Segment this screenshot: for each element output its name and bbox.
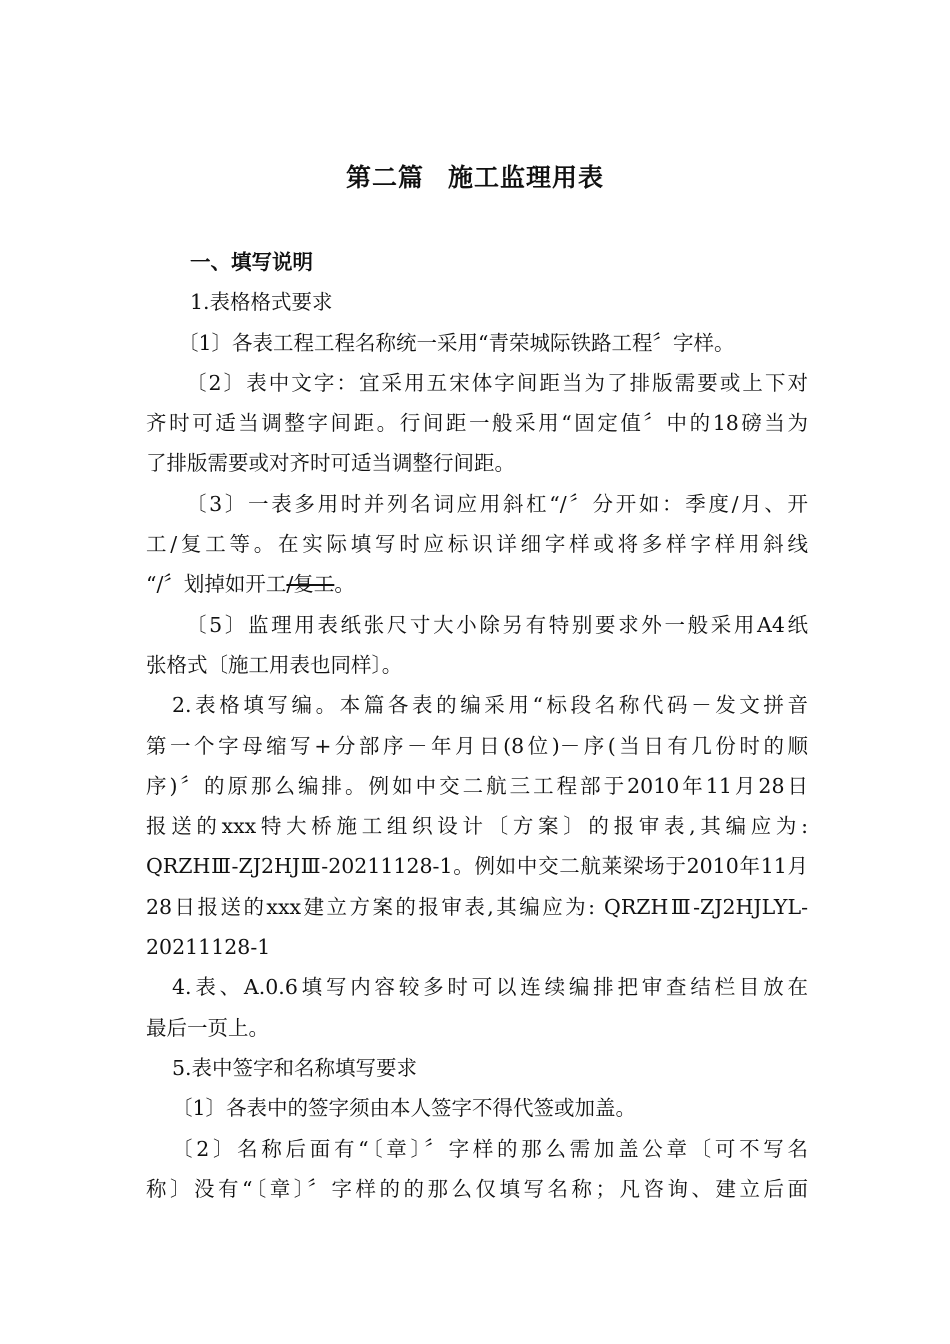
paragraph-line: 5.表中签字和名称填写要求	[172, 1055, 418, 1080]
paragraph-line: 最后一页上。	[146, 1015, 269, 1040]
paragraph-line: 20211128-1	[146, 935, 271, 960]
paragraph-line: 了排版需要或对齐时可适当调整行间距。	[146, 451, 515, 476]
document-body	[146, 242, 808, 1209]
paragraph-line: 〔1〕各表工程工程名称统一采用“青荣城际铁路工程〞字样。	[178, 330, 735, 355]
paragraph-line: 〔5〕监理用表纸张尺寸大小除另有特别要求外一般采用A4纸	[186, 612, 808, 637]
paragraph-line: 〔2〕表中文字：宜采用五宋体字间距当为了排版需要或上下对	[186, 370, 808, 395]
page-title	[0, 158, 950, 194]
paragraph-line: 4.表、A.0.6填写内容较多时可以连续编排把审查结栏目放在	[172, 975, 808, 1000]
paragraph-line: 28日报送的xxx建立方案的报审表,其编应为: QRZHⅢ-ZJ2HJLYL-	[146, 894, 808, 919]
line-text: “/〞划掉如开工	[146, 572, 287, 597]
paragraph-line: 〔3〕一表多用时并列名词应用斜杠“/〞分开如：季度/月、开	[186, 491, 808, 516]
paragraph-line: 〔1〕各表中的签字须由本人签字不得代签或加盖。	[172, 1096, 637, 1121]
title-main: 施工监理用表	[448, 163, 605, 192]
paragraph-line: 工/复工等。在实际填写时应标识详细字样或将多样字样用斜线	[146, 532, 808, 557]
paragraph-line	[146, 564, 808, 604]
title-part: 第二篇	[345, 163, 424, 192]
paragraph-line: 〔2〕名称后面有“〔章〕〞字样的那么需加盖公章〔可不写名	[172, 1136, 808, 1161]
paragraph-line: QRZHⅢ-ZJ2HJⅢ-20211128-1。例如中交二航莱梁场于2010年11月	[146, 854, 808, 879]
paragraph-line: 序)〞的原那么编排。例如中交二航三工程部于2010年11月28日	[146, 773, 808, 798]
section-heading: 一、填写说明	[190, 250, 313, 274]
paragraph-line: 2.表格填写编。本篇各表的编采用“标段名称代码－发文拼音	[172, 693, 808, 718]
paragraph-line: 报送的xxx特大桥施工组织设计〔方案〕的报审表,其编应为:	[146, 814, 808, 839]
paragraph-line: 第一个字母缩写+分部序－年月日(8位)－序(当日有几份时的顺	[146, 733, 808, 758]
line-end-punct: 。	[334, 572, 355, 597]
paragraph-line: 1.表格格式要求	[190, 290, 333, 315]
paragraph-line: 张格式〔施工用表也同样〕。	[146, 652, 403, 677]
struck-text: /复工	[286, 572, 335, 597]
paragraph-line: 齐时可适当调整字间距。行间距一般采用“固定值〞中的18磅当为	[146, 411, 808, 436]
paragraph-line: 称〕没有“〔章〕〞字样的的那么仅填写名称；凡咨询、建立后面	[146, 1176, 808, 1201]
